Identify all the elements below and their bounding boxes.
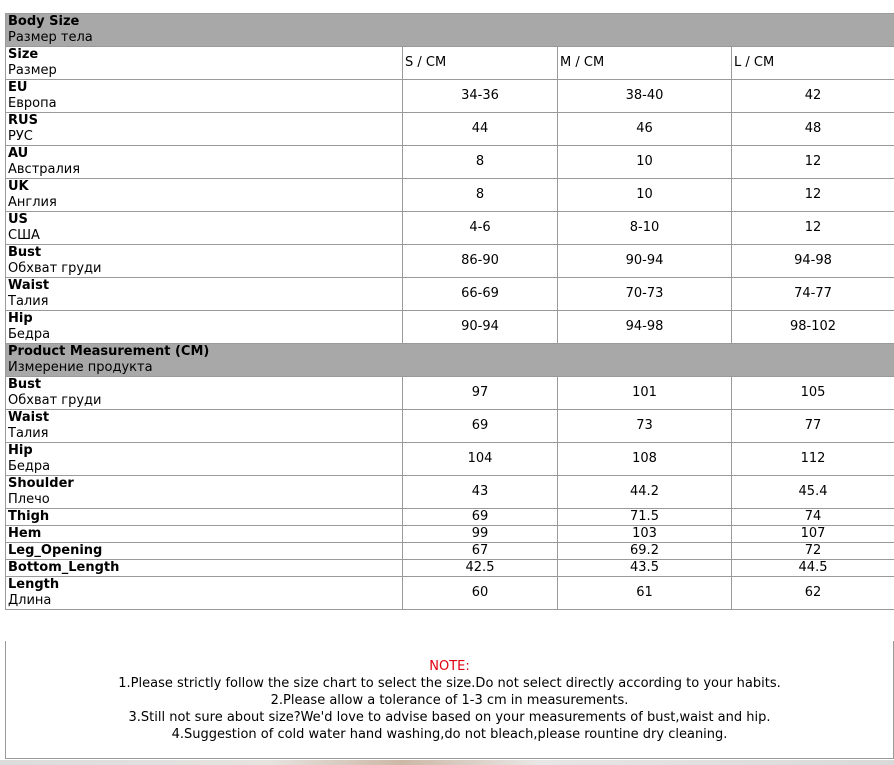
value-cell: 42.5 bbox=[403, 560, 558, 577]
row-label-cell bbox=[6, 278, 403, 311]
value-cell: 8 bbox=[403, 179, 558, 212]
value-cell: 69.2 bbox=[558, 543, 732, 560]
table-row bbox=[6, 526, 894, 543]
size-note bbox=[5, 641, 894, 759]
value-cell: 74-77 bbox=[732, 278, 894, 311]
note-line: 3.Still not sure about size?We'd love to advise based on your measurements of bust,waist and hip. bbox=[128, 710, 771, 725]
note-title: NOTE: bbox=[429, 659, 470, 674]
table-row bbox=[6, 410, 894, 443]
row-sublabel: Австралия bbox=[8, 162, 81, 177]
value-cell: 73 bbox=[558, 410, 732, 443]
row-sublabel: Обхват груди bbox=[8, 393, 102, 408]
row-sublabel: Англия bbox=[8, 195, 57, 210]
row-label: Bottom_Length bbox=[8, 560, 120, 575]
value-cell: 34-36 bbox=[403, 80, 558, 113]
section-header-row bbox=[6, 14, 894, 47]
row-label: Hem bbox=[8, 526, 42, 541]
row-sublabel: Обхват груди bbox=[8, 261, 102, 276]
section-header-cell bbox=[6, 14, 894, 47]
section-title: Product Measurement (CM) bbox=[8, 344, 210, 359]
note-line: 4.Suggestion of cold water hand washing,do not bleach,please rountine dry cleaning. bbox=[171, 727, 728, 742]
value-cell: 44 bbox=[403, 113, 558, 146]
section-title: Body Size bbox=[8, 14, 80, 29]
value-cell: 8 bbox=[403, 146, 558, 179]
row-label: Hip bbox=[8, 443, 33, 458]
value-cell: 12 bbox=[732, 212, 894, 245]
value-cell: 48 bbox=[732, 113, 894, 146]
value-cell: 42 bbox=[732, 80, 894, 113]
table-row bbox=[6, 212, 894, 245]
value-cell: 62 bbox=[732, 577, 894, 610]
table-row bbox=[6, 577, 894, 610]
value-cell: 107 bbox=[732, 526, 894, 543]
row-sublabel: Талия bbox=[8, 294, 49, 309]
row-sublabel: США bbox=[8, 228, 40, 243]
row-label-cell bbox=[6, 543, 403, 560]
row-sublabel: РУС bbox=[8, 129, 33, 144]
value-cell: 97 bbox=[403, 377, 558, 410]
value-cell: 94-98 bbox=[732, 245, 894, 278]
row-label-cell bbox=[6, 179, 403, 212]
row-label: AU bbox=[8, 146, 29, 161]
table-row bbox=[6, 311, 894, 344]
value-cell: 99 bbox=[403, 526, 558, 543]
value-cell: 10 bbox=[558, 179, 732, 212]
row-label: Leg_Opening bbox=[8, 543, 103, 558]
row-label: EU bbox=[8, 80, 28, 95]
section-header-cell bbox=[6, 344, 894, 377]
size-chart-table bbox=[5, 13, 894, 610]
value-cell: 70-73 bbox=[558, 278, 732, 311]
value-cell: 98-102 bbox=[732, 311, 894, 344]
value-cell: 72 bbox=[732, 543, 894, 560]
row-label-cell bbox=[6, 526, 403, 543]
value-cell: 69 bbox=[403, 410, 558, 443]
row-label-cell bbox=[6, 377, 403, 410]
value-cell: 90-94 bbox=[558, 245, 732, 278]
row-label: Waist bbox=[8, 278, 50, 293]
value-cell: 74 bbox=[732, 509, 894, 526]
value-cell: 10 bbox=[558, 146, 732, 179]
note-line: 1.Please strictly follow the size chart to select the size.Do not select directly according to your habits. bbox=[118, 676, 781, 691]
value-cell: 112 bbox=[732, 443, 894, 476]
row-label-cell bbox=[6, 311, 403, 344]
size-header-label: Size bbox=[8, 47, 39, 62]
row-label: Waist bbox=[8, 410, 50, 425]
value-cell: 46 bbox=[558, 113, 732, 146]
row-sublabel: Плечо bbox=[8, 492, 50, 507]
value-cell: 101 bbox=[558, 377, 732, 410]
value-cell: 77 bbox=[732, 410, 894, 443]
table-row bbox=[6, 476, 894, 509]
value-cell: 94-98 bbox=[558, 311, 732, 344]
row-label: RUS bbox=[8, 113, 38, 128]
table-row bbox=[6, 543, 894, 560]
size-column-header: S / CM bbox=[403, 47, 558, 80]
row-sublabel: Бедра bbox=[8, 327, 51, 342]
value-cell: 69 bbox=[403, 509, 558, 526]
row-label: Length bbox=[8, 577, 60, 592]
value-cell: 103 bbox=[558, 526, 732, 543]
value-cell: 104 bbox=[403, 443, 558, 476]
row-label: Bust bbox=[8, 377, 42, 392]
row-sublabel: Бедра bbox=[8, 459, 51, 474]
row-label: Thigh bbox=[8, 509, 50, 524]
row-label-cell bbox=[6, 560, 403, 577]
value-cell: 45.4 bbox=[732, 476, 894, 509]
value-cell: 12 bbox=[732, 146, 894, 179]
row-label-cell bbox=[6, 80, 403, 113]
value-cell: 44.2 bbox=[558, 476, 732, 509]
value-cell: 4-6 bbox=[403, 212, 558, 245]
row-label-cell bbox=[6, 245, 403, 278]
value-cell: 105 bbox=[732, 377, 894, 410]
size-header-row bbox=[6, 47, 894, 80]
value-cell: 86-90 bbox=[403, 245, 558, 278]
table-row bbox=[6, 146, 894, 179]
size-header-label-cell bbox=[6, 47, 403, 80]
value-cell: 43 bbox=[403, 476, 558, 509]
row-label-cell bbox=[6, 476, 403, 509]
row-sublabel: Длина bbox=[8, 593, 52, 608]
value-cell: 71.5 bbox=[558, 509, 732, 526]
row-label: Shoulder bbox=[8, 476, 74, 491]
table-row bbox=[6, 377, 894, 410]
product-photo-edge bbox=[0, 760, 894, 765]
row-label: UK bbox=[8, 179, 29, 194]
value-cell: 61 bbox=[558, 577, 732, 610]
row-label-cell bbox=[6, 212, 403, 245]
size-header-sublabel: Размер bbox=[8, 63, 57, 78]
table-row bbox=[6, 560, 894, 577]
row-sublabel: Талия bbox=[8, 426, 49, 441]
note-line: 2.Please allow a tolerance of 1-3 cm in measurements. bbox=[270, 693, 629, 708]
section-header-row bbox=[6, 344, 894, 377]
table-row bbox=[6, 278, 894, 311]
value-cell: 43.5 bbox=[558, 560, 732, 577]
row-label: Hip bbox=[8, 311, 33, 326]
value-cell: 60 bbox=[403, 577, 558, 610]
row-label-cell bbox=[6, 410, 403, 443]
table-row bbox=[6, 80, 894, 113]
table-row bbox=[6, 509, 894, 526]
row-sublabel: Европа bbox=[8, 96, 57, 111]
value-cell: 108 bbox=[558, 443, 732, 476]
section-subtitle: Измерение продукта bbox=[8, 360, 153, 375]
row-label-cell bbox=[6, 443, 403, 476]
table-row bbox=[6, 113, 894, 146]
value-cell: 38-40 bbox=[558, 80, 732, 113]
row-label: Bust bbox=[8, 245, 42, 260]
value-cell: 90-94 bbox=[403, 311, 558, 344]
size-column-header: L / CM bbox=[732, 47, 894, 80]
value-cell: 67 bbox=[403, 543, 558, 560]
row-label-cell bbox=[6, 146, 403, 179]
value-cell: 12 bbox=[732, 179, 894, 212]
row-label-cell bbox=[6, 577, 403, 610]
value-cell: 66-69 bbox=[403, 278, 558, 311]
table-row bbox=[6, 245, 894, 278]
value-cell: 8-10 bbox=[558, 212, 732, 245]
section-subtitle: Размер тела bbox=[8, 30, 93, 45]
row-label-cell bbox=[6, 113, 403, 146]
table-row bbox=[6, 179, 894, 212]
row-label: US bbox=[8, 212, 28, 227]
value-cell: 44.5 bbox=[732, 560, 894, 577]
table-row bbox=[6, 443, 894, 476]
size-column-header: M / CM bbox=[558, 47, 732, 80]
row-label-cell bbox=[6, 509, 403, 526]
